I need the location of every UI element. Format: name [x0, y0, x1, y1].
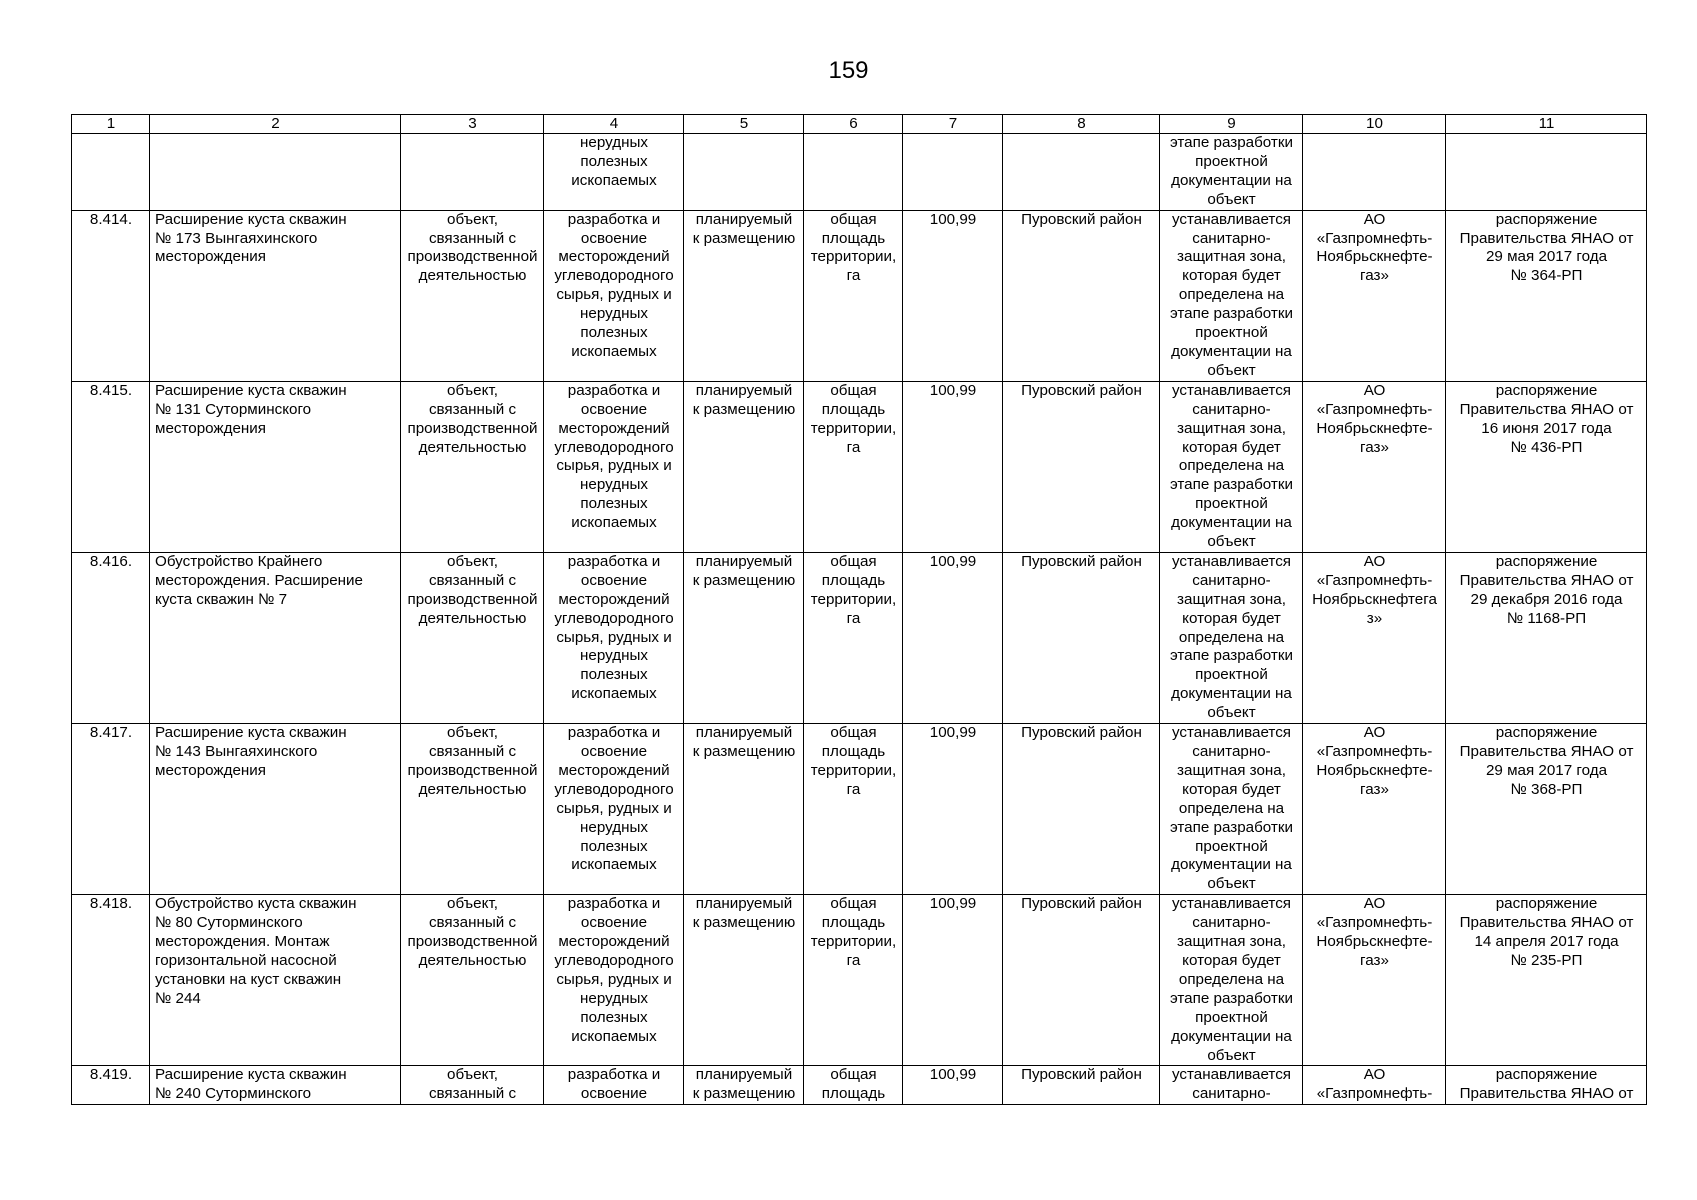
- activity-type-cell: разработка и освоение месторождений углеводородного сырья, рудных и нерудных полезных ископаемых: [544, 724, 684, 895]
- table-row: [72, 895, 1647, 1066]
- column-number: 5: [684, 115, 804, 134]
- table-cell: [1446, 134, 1647, 211]
- status-cell: планируемый к размещению: [684, 552, 804, 723]
- table-row: [72, 210, 1647, 381]
- column-number: 9: [1160, 115, 1303, 134]
- table-row: [72, 552, 1647, 723]
- row-number-cell: 8.417.: [72, 724, 150, 895]
- column-number-header-row: [72, 115, 1647, 134]
- basis-document-cell: распоряжение Правительства ЯНАО от 14 апреля 2017 года № 235-РП: [1446, 895, 1647, 1066]
- object-type-cell: объект, связанный с производственной деятельностью: [401, 381, 544, 552]
- object-name-cell: Расширение куста скважин № 131 Суторминского месторождения: [150, 381, 401, 552]
- table-row: [72, 1066, 1647, 1105]
- table-row: [72, 724, 1647, 895]
- basis-document-cell: распоряжение Правительства ЯНАО от 29 мая 2017 года № 368-РП: [1446, 724, 1647, 895]
- characteristic-cell: общая площадь территории, га: [804, 895, 903, 1066]
- object-type-cell: объект, связанный с производственной деятельностью: [401, 552, 544, 723]
- table-cell: [150, 134, 401, 211]
- area-value-cell: 100,99: [903, 210, 1003, 381]
- zone-cell: устанавливается санитарно-: [1160, 1066, 1303, 1105]
- row-number-cell: 8.415.: [72, 381, 150, 552]
- column-number: 11: [1446, 115, 1647, 134]
- organization-cell: АО «Газпромнефть-: [1303, 1066, 1446, 1105]
- characteristic-cell: общая площадь: [804, 1066, 903, 1105]
- object-name-cell: Расширение куста скважин № 143 Вынгаяхинского месторождения: [150, 724, 401, 895]
- continuation-row: [72, 134, 1647, 211]
- zone-cell: устанавливается санитарно- защитная зона, которая будет определена на этапе разработки проектной документации на объект: [1160, 552, 1303, 723]
- table-cell: [903, 134, 1003, 211]
- zone-cell: устанавливается санитарно- защитная зона, которая будет определена на этапе разработки проектной документации на объект: [1160, 724, 1303, 895]
- object-type-cell: объект, связанный с производственной деятельностью: [401, 895, 544, 1066]
- table-cell: [401, 134, 544, 211]
- document-table: [71, 114, 1647, 1105]
- status-cell: планируемый к размещению: [684, 895, 804, 1066]
- column-number: 2: [150, 115, 401, 134]
- object-name-cell: Расширение куста скважин № 240 Суторминского: [150, 1066, 401, 1105]
- object-name-cell: Обустройство куста скважин № 80 Суторминского месторождения. Монтаж горизонтальной насосной установки на куст скважин № 244: [150, 895, 401, 1066]
- object-type-cell: объект, связанный с производственной деятельностью: [401, 210, 544, 381]
- row-number-cell: 8.419.: [72, 1066, 150, 1105]
- row-number-cell: 8.414.: [72, 210, 150, 381]
- activity-type-cell: разработка и освоение месторождений углеводородного сырья, рудных и нерудных полезных ископаемых: [544, 210, 684, 381]
- column-number: 6: [804, 115, 903, 134]
- activity-type-cell: разработка и освоение месторождений углеводородного сырья, рудных и нерудных полезных ископаемых: [544, 381, 684, 552]
- district-cell: Пуровский район: [1003, 210, 1160, 381]
- area-value-cell: 100,99: [903, 895, 1003, 1066]
- district-cell: Пуровский район: [1003, 381, 1160, 552]
- column-number: 1: [72, 115, 150, 134]
- basis-document-cell: распоряжение Правительства ЯНАО от 29 мая 2017 года № 364-РП: [1446, 210, 1647, 381]
- characteristic-cell: общая площадь территории, га: [804, 552, 903, 723]
- status-cell: планируемый к размещению: [684, 381, 804, 552]
- object-type-cell: объект, связанный с производственной деятельностью: [401, 724, 544, 895]
- table-cell: [684, 134, 804, 211]
- organization-cell: АО «Газпромнефть- Ноябрьскнефте- газ»: [1303, 381, 1446, 552]
- table-cell: [72, 134, 150, 211]
- organization-cell: АО «Газпромнефть- Ноябрьскнефте- газ»: [1303, 210, 1446, 381]
- status-cell: планируемый к размещению: [684, 724, 804, 895]
- area-value-cell: 100,99: [903, 1066, 1003, 1105]
- area-value-cell: 100,99: [903, 724, 1003, 895]
- row-number-cell: 8.416.: [72, 552, 150, 723]
- table-cell: [1003, 134, 1160, 211]
- area-value-cell: 100,99: [903, 552, 1003, 723]
- zone-cell: устанавливается санитарно- защитная зона, которая будет определена на этапе разработки проектной документации на объект: [1160, 895, 1303, 1066]
- row-number-cell: 8.418.: [72, 895, 150, 1066]
- activity-type-cell: разработка и освоение: [544, 1066, 684, 1105]
- organization-cell: АО «Газпромнефть- Ноябрьскнефтега з»: [1303, 552, 1446, 723]
- characteristic-cell: общая площадь территории, га: [804, 724, 903, 895]
- area-value-cell: 100,99: [903, 381, 1003, 552]
- object-name-cell: Обустройство Крайнего месторождения. Расширение куста скважин № 7: [150, 552, 401, 723]
- status-cell: планируемый к размещению: [684, 1066, 804, 1105]
- table-cell: [1303, 134, 1446, 211]
- zone-cell: этапе разработки проектной документации на объект: [1160, 134, 1303, 211]
- column-number: 3: [401, 115, 544, 134]
- organization-cell: АО «Газпромнефть- Ноябрьскнефте- газ»: [1303, 895, 1446, 1066]
- activity-type-cell: разработка и освоение месторождений углеводородного сырья, рудных и нерудных полезных ископаемых: [544, 552, 684, 723]
- district-cell: Пуровский район: [1003, 895, 1160, 1066]
- district-cell: Пуровский район: [1003, 552, 1160, 723]
- column-number: 7: [903, 115, 1003, 134]
- column-number: 8: [1003, 115, 1160, 134]
- table-cell: [804, 134, 903, 211]
- organization-cell: АО «Газпромнефть- Ноябрьскнефте- газ»: [1303, 724, 1446, 895]
- basis-document-cell: распоряжение Правительства ЯНАО от: [1446, 1066, 1647, 1105]
- object-type-cell: объект, связанный с: [401, 1066, 544, 1105]
- object-name-cell: Расширение куста скважин № 173 Вынгаяхинского месторождения: [150, 210, 401, 381]
- column-number: 4: [544, 115, 684, 134]
- characteristic-cell: общая площадь территории, га: [804, 210, 903, 381]
- table-row: [72, 381, 1647, 552]
- district-cell: Пуровский район: [1003, 724, 1160, 895]
- activity-type-cell: нерудных полезных ископаемых: [544, 134, 684, 211]
- zone-cell: устанавливается санитарно- защитная зона, которая будет определена на этапе разработки проектной документации на объект: [1160, 381, 1303, 552]
- district-cell: Пуровский район: [1003, 1066, 1160, 1105]
- basis-document-cell: распоряжение Правительства ЯНАО от 29 декабря 2016 года № 1168-РП: [1446, 552, 1647, 723]
- column-number: 10: [1303, 115, 1446, 134]
- activity-type-cell: разработка и освоение месторождений углеводородного сырья, рудных и нерудных полезных ископаемых: [544, 895, 684, 1066]
- basis-document-cell: распоряжение Правительства ЯНАО от 16 июня 2017 года № 436-РП: [1446, 381, 1647, 552]
- zone-cell: устанавливается санитарно- защитная зона, которая будет определена на этапе разработки проектной документации на объект: [1160, 210, 1303, 381]
- characteristic-cell: общая площадь территории, га: [804, 381, 903, 552]
- page-number: 159: [828, 57, 869, 84]
- status-cell: планируемый к размещению: [684, 210, 804, 381]
